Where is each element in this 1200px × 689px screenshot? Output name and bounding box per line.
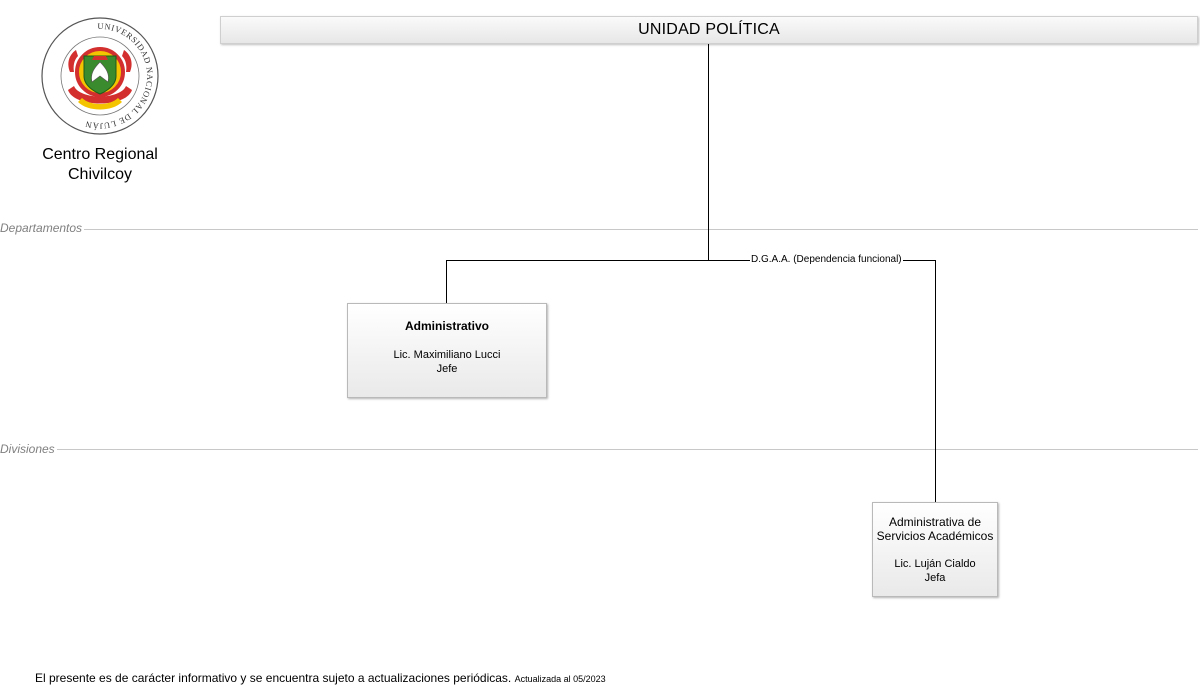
footer-disclaimer: [35, 671, 606, 685]
level-line-departamentos: [0, 229, 1198, 230]
connector-to-administrativo: [446, 260, 447, 303]
footer-note-text: El presente es de carácter informativo y se encuentra sujeto a actualizaciones periódicas.: [35, 671, 512, 685]
seal-text: UNIVERSIDAD NACIONAL DE LUJÁN: [83, 20, 156, 132]
center-name-line2: Chivilcoy: [67, 166, 132, 183]
unit-box-servicios-academicos[interactable]: [872, 502, 998, 597]
connector-to-servicios-academicos: [935, 260, 936, 502]
political-unit-header[interactable]: [220, 16, 1198, 44]
unit-person-role: Jefe: [436, 363, 458, 375]
level-label-divisiones: Divisiones: [0, 442, 55, 456]
dependency-label: D.G.A.A. (Dependencia funcional): [751, 254, 902, 265]
regional-center-name: [20, 145, 180, 185]
connector-header-down: [708, 44, 709, 260]
level-line-divisiones: [0, 449, 1198, 450]
footer-updated-date: Actualizada al 05/2023: [514, 674, 606, 684]
unit-person-role: Jefa: [924, 572, 946, 584]
unit-title-line1: Administrativa de: [888, 515, 982, 529]
unit-title: Administrativo: [404, 319, 489, 333]
university-seal-logo: [40, 16, 160, 136]
unit-box-administrativo[interactable]: [347, 303, 547, 398]
political-unit-title: UNIDAD POLÍTICA: [638, 21, 780, 38]
unit-person-name: Lic. Luján Cialdo: [894, 558, 976, 570]
center-name-line1: Centro Regional: [42, 146, 158, 163]
unit-person-name: Lic. Maximiliano Lucci: [393, 349, 501, 361]
unit-title-line2: Servicios Académicos: [876, 529, 994, 543]
level-label-departamentos: Departamentos: [0, 221, 83, 235]
